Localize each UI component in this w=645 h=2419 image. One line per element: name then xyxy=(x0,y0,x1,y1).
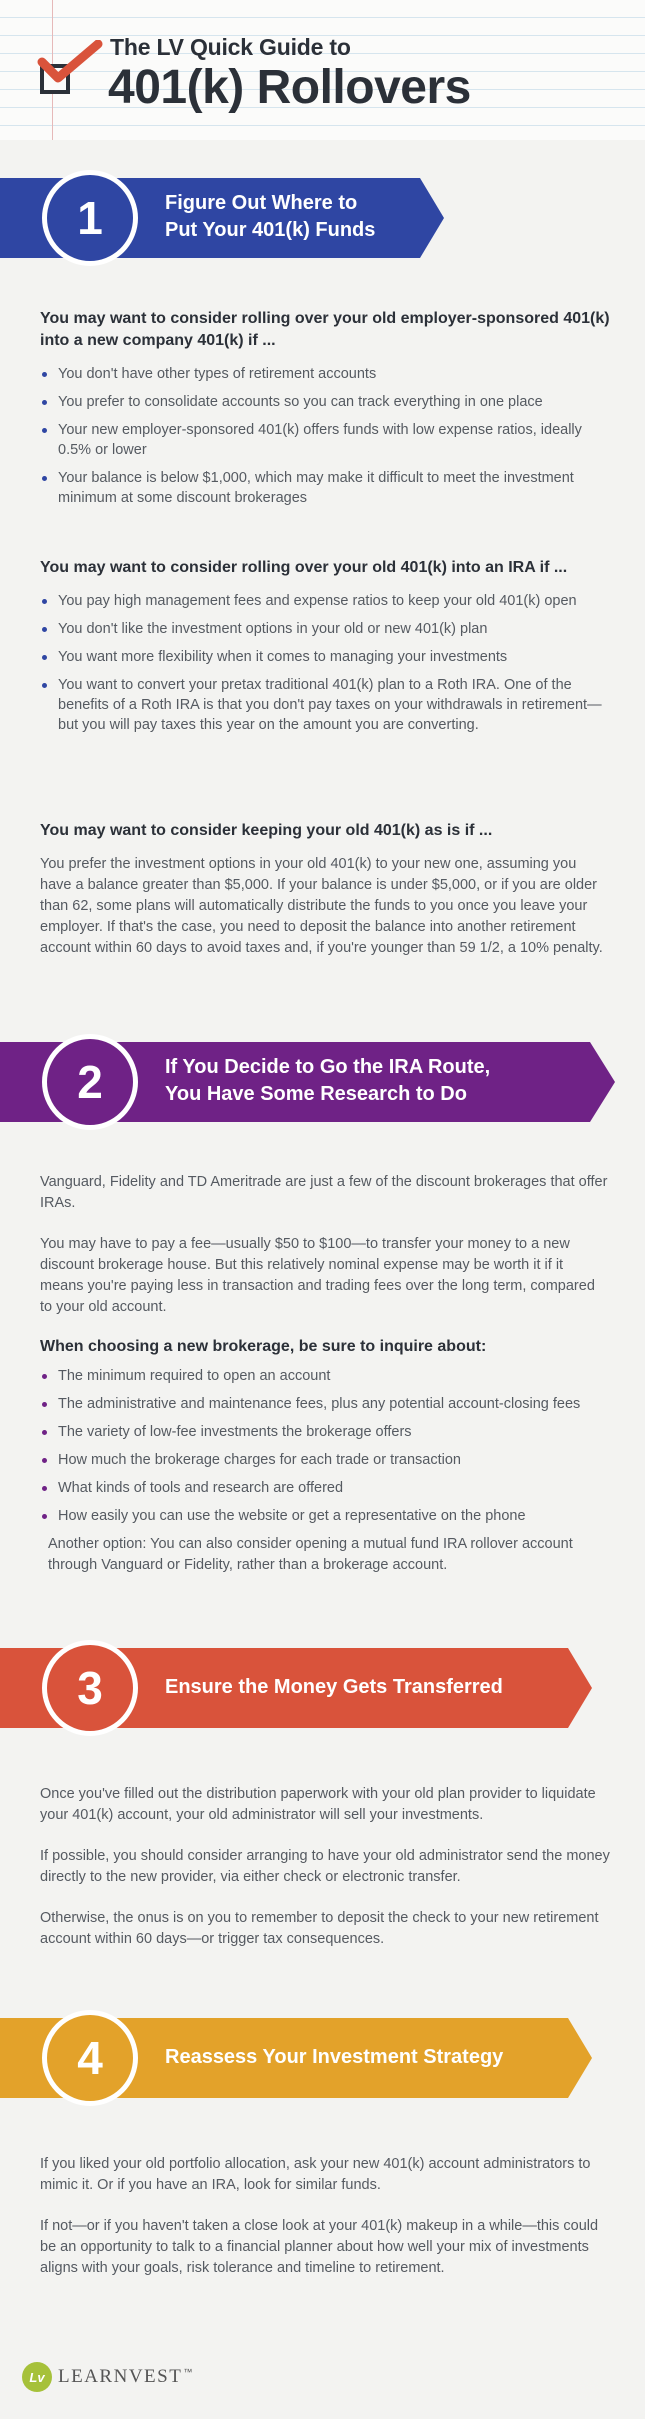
paragraph: Otherwise, the onus is on you to remember to deposit the check to your new retirement account within 60 days—or trigger tax consequences. xyxy=(40,1910,599,1947)
guide-header xyxy=(0,0,645,140)
step-1-option-company-401k xyxy=(40,308,610,516)
step-3-banner xyxy=(0,1648,645,1728)
learnvest-logo xyxy=(22,2362,192,2392)
paragraph: Vanguard, Fidelity and TD Ameritrade are just a few of the discount brokerages that offer IRAs. xyxy=(40,1174,608,1211)
learnvest-logo-mark: Lv xyxy=(22,2362,52,2392)
bullet-list xyxy=(40,1366,610,1526)
section-heading: You may want to consider rolling over your old employer-sponsored 401(k) into a new company 401(k) if ... xyxy=(40,310,610,349)
paragraph: If not—or if you haven't taken a close look at your 401(k) makeup in a while—this could be an opportunity to talk to a financial planner about how well your mix of investments aligns with your goals, risk tolerance and timeline to retirement. xyxy=(40,2218,599,2276)
checkmark-icon xyxy=(36,40,106,90)
step-3-title: Ensure the Money Gets Transferred xyxy=(165,1676,503,1698)
section-heading: When choosing a new brokerage, be sure to inquire about: xyxy=(40,1338,487,1355)
list-item: Your balance is below $1,000, which may make it difficult to meet the investment minimum at some discount brokerages xyxy=(40,468,610,508)
step-2-content xyxy=(40,1172,610,1576)
bullet-list xyxy=(40,591,610,735)
list-item: You want more flexibility when it comes to managing your investments xyxy=(40,647,610,667)
list-item: The administrative and maintenance fees, plus any potential account-closing fees xyxy=(40,1394,610,1414)
step-1-option-keep xyxy=(40,820,610,959)
step-2-title: If You Decide to Go the IRA Route, You Have Some Research to Do xyxy=(165,1056,491,1105)
paragraph: If possible, you should consider arranging to have your old administrator send the money directly to the new provider, via either check or electronic transfer. xyxy=(40,1848,610,1885)
step-1-title: Figure Out Where to Put Your 401(k) Funds xyxy=(165,192,376,241)
list-item: You don't have other types of retirement accounts xyxy=(40,364,610,384)
learnvest-wordmark: LEARNVEST xyxy=(58,2366,183,2387)
paragraph: Another option: You can also consider opening a mutual fund IRA rollover account through Vanguard or Fidelity, rather than a brokerage account. xyxy=(48,1536,573,1573)
paragraph: You prefer the investment options in your old 401(k) to your new one, assuming you have a balance greater than $5,000. If your balance is under $5,000, or if you are older than 62, some plans will automatically distribute the funds to you once you leave your employer. If that's the case, you need to deposit the balance into another retirement account within 60 days to avoid taxes and, if you're younger than 59 1/2, a 10% penalty. xyxy=(40,856,603,956)
section-heading: You may want to consider rolling over your old 401(k) into an IRA if ... xyxy=(40,559,568,576)
step-2-number-badge: 2 xyxy=(42,1034,138,1130)
list-item: You don't like the investment options in your old or new 401(k) plan xyxy=(40,619,610,639)
step-3-content xyxy=(40,1784,610,1950)
paragraph: You may have to pay a fee—usually $50 to $100—to transfer your money to a new discount brokerage house. But this relatively nominal expense may be worth it if it means you're paying less in transaction and trading fees over the long term, compared to your old account. xyxy=(40,1236,595,1315)
list-item: You prefer to consolidate accounts so you can track everything in one place xyxy=(40,392,610,412)
step-1-banner xyxy=(0,178,645,258)
step-4-title: Reassess Your Investment Strategy xyxy=(165,2046,504,2068)
list-item: You pay high management fees and expense ratios to keep your old 401(k) open xyxy=(40,591,610,611)
list-item: How easily you can use the website or get a representative on the phone xyxy=(40,1506,610,1526)
list-item: What kinds of tools and research are offered xyxy=(40,1478,610,1498)
step-4-banner xyxy=(0,2018,645,2098)
step-1-number-badge: 1 xyxy=(42,170,138,266)
paragraph: Once you've filled out the distribution paperwork with your old plan provider to liquidate your 401(k) account, your old administrator will sell your investments. xyxy=(40,1786,596,1823)
paragraph: If you liked your old portfolio allocation, ask your new 401(k) account administrators to mimic it. Or if you have an IRA, look for similar funds. xyxy=(40,2156,591,2193)
step-2-banner xyxy=(0,1042,645,1122)
step-3-number-badge: 3 xyxy=(42,1640,138,1736)
list-item: The minimum required to open an account xyxy=(40,1366,610,1386)
list-item: The variety of low-fee investments the brokerage offers xyxy=(40,1422,610,1442)
trademark-symbol: ™ xyxy=(183,2367,193,2377)
list-item: Your new employer-sponsored 401(k) offers funds with low expense ratios, ideally 0.5% or lower xyxy=(40,420,610,460)
step-4-content xyxy=(40,2154,610,2279)
list-item: How much the brokerage charges for each trade or transaction xyxy=(40,1450,610,1470)
guide-subtitle: The LV Quick Guide to xyxy=(110,34,351,60)
guide-title: 401(k) Rollovers xyxy=(108,61,471,114)
step-4-number-badge: 4 xyxy=(42,2010,138,2106)
step-1-option-ira xyxy=(40,557,610,743)
list-item: You want to convert your pretax traditional 401(k) plan to a Roth IRA. One of the benefits of a Roth IRA is that you don't pay taxes on your withdrawals in retirement—but you will pay taxes this year on the amount you are converting. xyxy=(40,675,610,735)
bullet-list xyxy=(40,364,610,508)
section-heading: You may want to consider keeping your old 401(k) as is if ... xyxy=(40,822,493,839)
